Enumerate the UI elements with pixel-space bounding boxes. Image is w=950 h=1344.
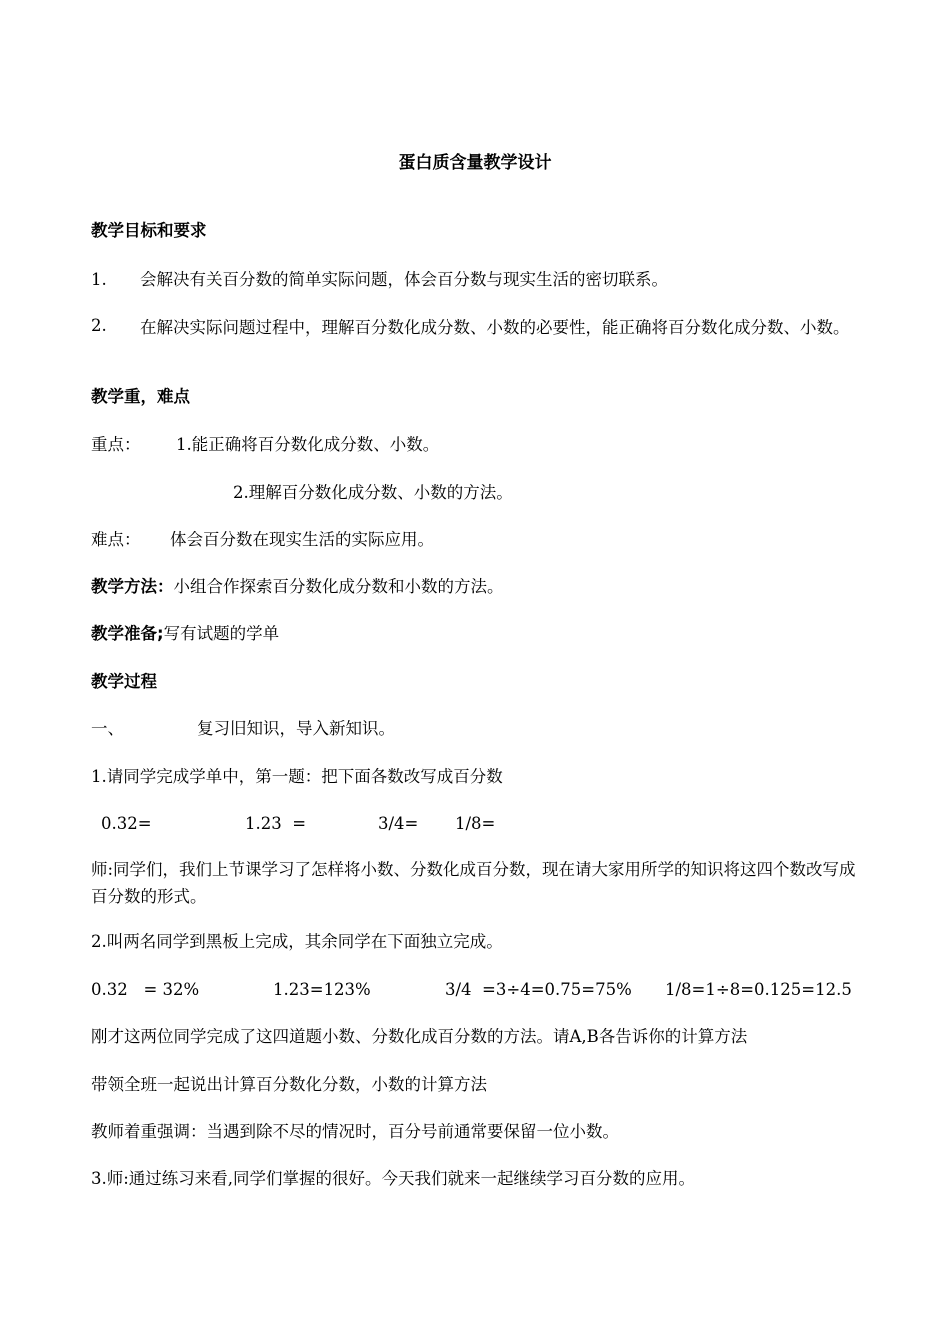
exercise-3: 3/4= xyxy=(378,814,419,833)
paragraph-5: 带领全班一起说出计算百分数化分数，小数的计算方法 xyxy=(91,1075,487,1094)
prep-label: 教学准备; xyxy=(91,624,164,643)
heading-goals: 教学目标和要求 xyxy=(91,221,207,240)
answer-4: 1/8=1÷8=0.125=12.5 xyxy=(665,980,852,999)
paragraph-3: 2.叫两名同学到黑板上完成，其余同学在下面独立完成。 xyxy=(91,932,503,951)
answer-3: 3/4 =3÷4=0.75=75% xyxy=(445,980,632,999)
document-title: 蛋白质含量教学设计 xyxy=(398,153,552,173)
step-1-number: 一、 xyxy=(91,719,124,738)
paragraph-6: 教师着重强调：当遇到除不尽的情况时，百分号前通常要保留一位小数。 xyxy=(91,1122,619,1141)
key-point-1: 1.能正确将百分数化成分数、小数。 xyxy=(176,435,440,454)
difficulty-text: 体会百分数在现实生活的实际应用。 xyxy=(170,530,434,549)
exercise-4: 1/8= xyxy=(455,814,496,833)
paragraph-7: 3.师:通过练习来看,同学们掌握的很好。今天我们就来一起继续学习百分数的应用。 xyxy=(91,1169,696,1188)
heading-process: 教学过程 xyxy=(91,672,157,691)
paragraph-2: 师:同学们，我们上节课学习了怎样将小数、分数化成百分数，现在请大家用所学的知识将这四个数改写成百分数的形式。 xyxy=(91,860,856,906)
method-label: 教学方法： xyxy=(91,577,174,596)
step-1-text: 复习旧知识，导入新知识。 xyxy=(197,719,395,738)
answer-1: 0.32 = 32% xyxy=(91,980,200,999)
heading-keypoints: 教学重，难点 xyxy=(91,387,190,406)
paragraph-1: 1.请同学完成学单中，第一题：把下面各数改写成百分数 xyxy=(91,767,503,786)
key-label: 重点： xyxy=(91,435,141,454)
goal-1-number: 1. xyxy=(91,270,107,289)
difficulty-label: 难点： xyxy=(91,530,141,549)
prep-text: 写有试题的学单 xyxy=(163,624,280,643)
paragraph-4: 刚才这两位同学完成了这四道题小数、分数化成百分数的方法。请A,B各告诉你的计算方法 xyxy=(91,1027,748,1046)
prep-line xyxy=(91,622,279,646)
answer-2: 1.23=123% xyxy=(273,980,371,999)
exercise-2: 1.23 = xyxy=(245,814,307,833)
goal-2-text: 在解决实际问题过程中，理解百分数化成分数、小数的必要性，能正确将百分数化成分数、小数。 xyxy=(140,318,850,337)
method-text: 小组合作探索百分数化成分数和小数的方法。 xyxy=(173,577,504,596)
goal-1-text: 会解决有关百分数的简单实际问题，体会百分数与现实生活的密切联系。 xyxy=(140,270,668,289)
key-point-2: 2.理解百分数化成分数、小数的方法。 xyxy=(233,483,513,502)
exercise-1: 0.32= xyxy=(101,814,152,833)
goal-2-number: 2. xyxy=(91,316,107,335)
method-line xyxy=(91,575,504,599)
